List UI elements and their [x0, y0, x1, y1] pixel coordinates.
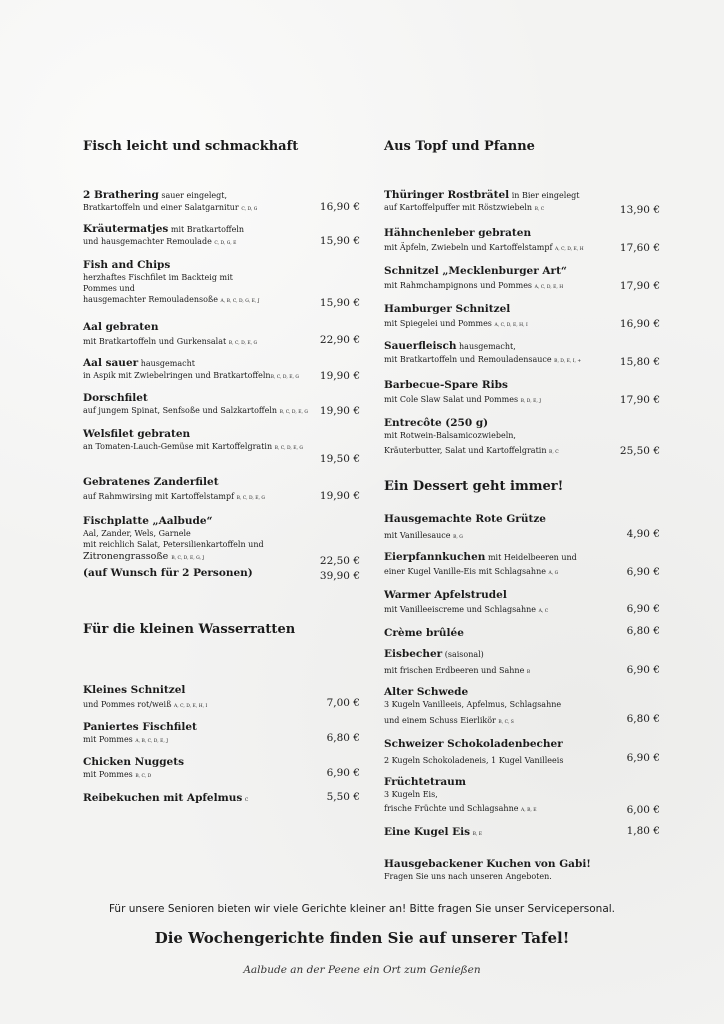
- menu-item-eierpfannkuchen: Eierpfannkuchen mit Heidelbeeren und einer Kugel Vanille-Eis mit Schlagsahne A, G 6,90 €: [384, 551, 660, 578]
- menu-item-zanderfilet: Gebratenes Zanderfilet auf Rahmwirsing mit Kartoffelstampf B, C, D, E, G 19,90 €: [83, 476, 360, 502]
- price: 39,90 €: [319, 570, 360, 582]
- price: 13,90 €: [619, 204, 660, 216]
- menu-item-haehnchenleber: Hähnchenleber gebraten mit Äpfeln, Zwiebeln und Kartoffelstampf A, C, D, E, H 17,60 €: [384, 227, 660, 254]
- weekly-dishes-headline: Die Wochengerichte finden Sie auf unserer Tafel!: [154, 929, 570, 947]
- price: 19,50 €: [319, 453, 360, 465]
- menu-item-kleines-schnitzel: Kleines Schnitzel und Pommes rot/weiß A, C, D, E, H, I 7,00 €: [83, 684, 360, 709]
- menu-item-eisbecher: Eisbecher (saisonal) mit frischen Erdbeeren und Sahne B 6,90 €: [384, 648, 660, 676]
- price: 15,90 €: [319, 235, 360, 247]
- price: 6,90 €: [626, 664, 660, 676]
- price: 7,00 €: [326, 697, 360, 709]
- price: 25,50 €: [619, 445, 660, 457]
- menu-item-sauerfleisch: Sauerfleisch hausgemacht, mit Bratkartoffeln und Remouladensauce B, D, E, I, + 15,80 €: [384, 340, 660, 368]
- menu-item-hamburger-schnitzel: Hamburger Schnitzel mit Spiegelei und Pommes A, C, D, E, H, I 16,90 €: [384, 303, 660, 330]
- slogan: Aalbude an der Peene ein Ort zum Genießen: [243, 964, 481, 976]
- menu-item-dorschfilet: Dorschfilet auf jungem Spinat, Senfsoße und Salzkartoffeln B, C, D, E, G 19,90 €: [83, 392, 360, 417]
- price: 22,50 €: [319, 555, 360, 567]
- menu-item-creme-brulee: Crème brûlée 6,80 €: [384, 625, 660, 639]
- price: 19,90 €: [319, 405, 360, 417]
- section-title-pot: Aus Topf und Pfanne: [384, 139, 535, 154]
- menu-item-alter-schwede: Alter Schwede 3 Kugeln Vanilleeis, Apfelmus, Schlagsahne und einem Schuss Eierlikör B, C, S 6,80 €: [384, 686, 660, 725]
- menu-item-kugel-eis: Eine Kugel Eis B, E 1,80 €: [384, 825, 660, 838]
- menu-item-schnitzel-mecklenburger: Schnitzel „Mecklenburger Art“ mit Rahmchampignons und Pommes A, C, D, E, H 17,90 €: [384, 265, 660, 292]
- section-title-fish: Fisch leicht und schmackhaft: [83, 139, 299, 154]
- price: 6,90 €: [326, 767, 360, 779]
- price: 6,80 €: [626, 625, 660, 637]
- price: 6,90 €: [626, 603, 660, 615]
- menu-item-fischplatte: Fischplatte „Aalbude“ Aal, Zander, Wels, Garnele mit reichlich Salat, Petersilienkartoffeln und Zitronengrassoße B, C, D, E, G, J (auf Wunsch für 2 Personen) 22,50 € 39,90 €: [83, 515, 360, 582]
- price: 6,90 €: [626, 752, 660, 764]
- senior-note: Für unsere Senioren bieten wir viele Gerichte kleiner an! Bitte fragen Sie unser Servicepersonal.: [108, 903, 616, 915]
- price: 15,90 €: [319, 297, 360, 309]
- menu-item-aal-sauer: Aal sauer hausgemacht in Aspik mit Zwiebelringen und BratkartoffelnB, C, D, E, G 19,90 €: [83, 357, 360, 382]
- menu-item-reibekuchen: Reibekuchen mit Apfelmus C 5,50 €: [83, 791, 360, 804]
- price: 17,60 €: [619, 242, 660, 254]
- price: 6,80 €: [326, 732, 360, 744]
- menu-item-chicken-nuggets: Chicken Nuggets mit Pommes B, C, D 6,90 €: [83, 756, 360, 779]
- menu-item-aal-gebraten: Aal gebraten mit Bratkartoffeln und Gurkensalat B, C, D, E, G 22,90 €: [83, 321, 360, 346]
- menu-item-fruechtetraum: Früchtetraum 3 Kugeln Eis, frische Früchte und Schlagsahne A, B, E 6,00 €: [384, 776, 660, 816]
- price: 6,90 €: [626, 566, 660, 578]
- price: 22,90 €: [319, 334, 360, 346]
- menu-item-fish-and-chips: Fish and Chips herzhaftes Fischfilet im Backteig mit Pommes und hausgemachter Remouladensoße A, B, C, D, G, E, J 15,90 €: [83, 259, 360, 309]
- price: 16,90 €: [619, 318, 660, 330]
- price: 6,00 €: [626, 804, 660, 816]
- price: 1,80 €: [626, 825, 660, 837]
- menu-item-welsfilet: Welsfilet gebraten an Tomaten-Lauch-Gemüse mit Kartoffelgratin B, C, D, E, G 19,50 €: [83, 428, 360, 465]
- menu-item-rote-gruetze: Hausgemachte Rote Grütze mit Vanillesauce B, G 4,90 €: [384, 513, 660, 540]
- menu-item-kuchen: Hausgebackener Kuchen von Gabi! Fragen Sie uns nach unseren Angeboten.: [384, 858, 591, 881]
- price: 19,90 €: [319, 370, 360, 382]
- price: 5,50 €: [326, 791, 360, 803]
- menu-item-apfelstrudel: Warmer Apfelstrudel mit Vanilleeiscreme und Schlagsahne A, C 6,90 €: [384, 589, 660, 615]
- section-title-dessert: Ein Dessert geht immer!: [384, 479, 564, 494]
- price: 16,90 €: [319, 201, 360, 213]
- menu-item-kraeutermatjes: Kräutermatjes mit Bratkartoffeln und hausgemachter Remoulade C, D, G, E 15,90 €: [83, 223, 360, 247]
- menu-item-paniertes-fischfilet: Paniertes Fischfilet mit Pommes A, B, C, D, E, J 6,80 €: [83, 721, 360, 744]
- menu-item-entrecote: Entrecôte (250 g) mit Rotwein-Balsamicozwiebeln, Kräuterbutter, Salat und Kartoffelgratin B, C 25,50 €: [384, 417, 660, 457]
- price: 19,90 €: [319, 490, 360, 502]
- price: 17,90 €: [619, 280, 660, 292]
- price: 17,90 €: [619, 394, 660, 406]
- menu-item-spare-ribs: Barbecue-Spare Ribs mit Cole Slaw Salat und Pommes B, D, E, J 17,90 €: [384, 379, 660, 406]
- menu-item-rostbraetel: Thüringer Rostbrätel in Bier eingelegt auf Kartoffelpuffer mit Röstzwiebeln B, C 13,90 €: [384, 189, 660, 216]
- price: 6,80 €: [626, 713, 660, 725]
- price: 4,90 €: [626, 528, 660, 540]
- section-title-kids: Für die kleinen Wasserratten: [83, 622, 296, 637]
- menu-item-brathering: 2 Brathering sauer eingelegt, Bratkartoffeln und einer Salatgarnitur C, D, G 16,90 €: [83, 189, 360, 213]
- price: 15,80 €: [619, 356, 660, 368]
- menu-item-schokoladenbecher: Schweizer Schokoladenbecher 2 Kugeln Schokoladeneis, 1 Kugel Vanilleeis 6,90 €: [384, 738, 660, 765]
